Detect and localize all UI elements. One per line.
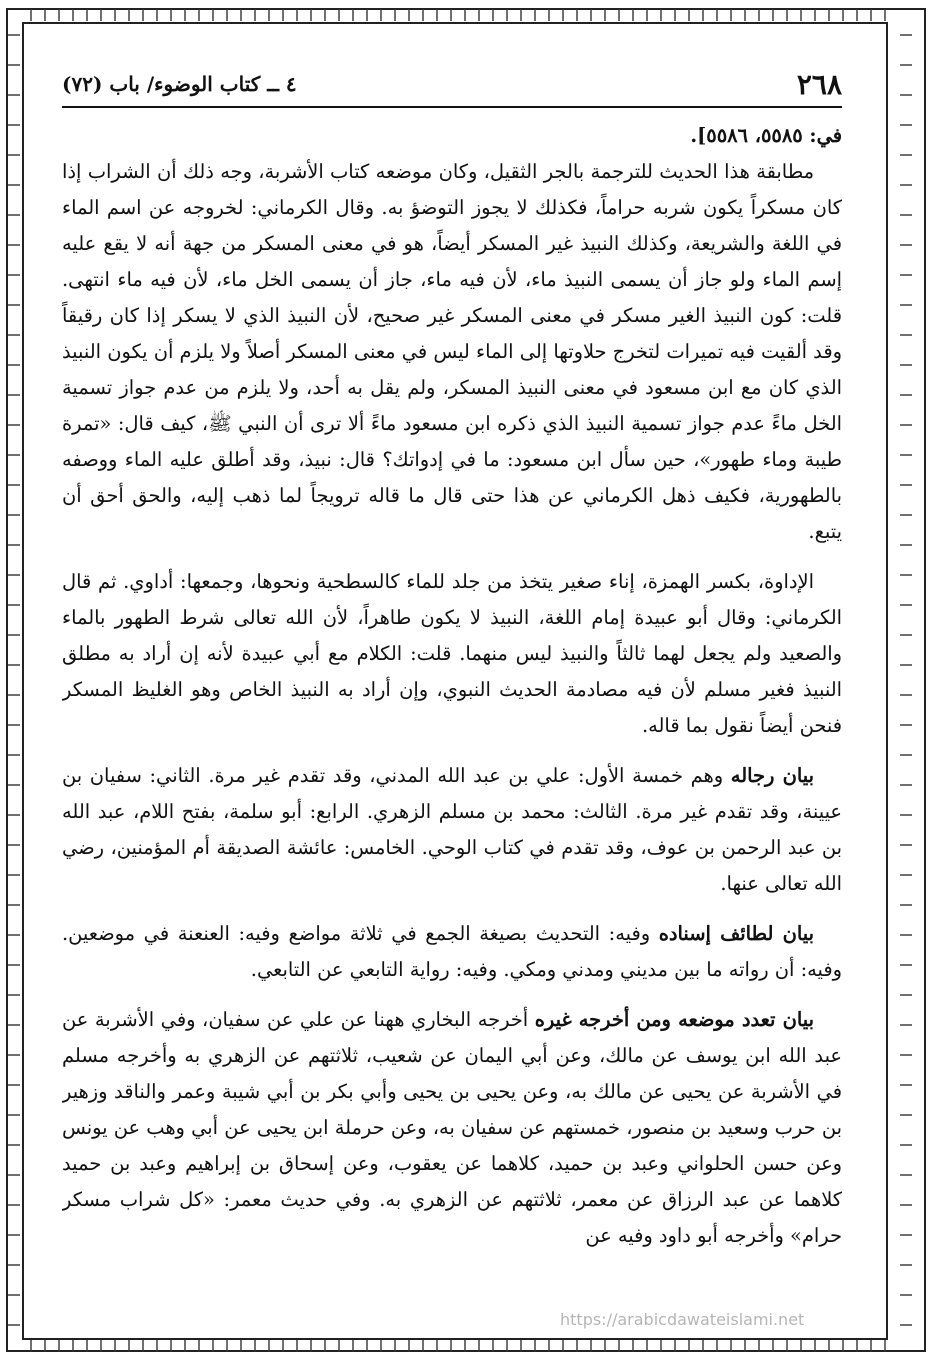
running-title: ٤ ــ كتاب الوضوء/ باب (٧٢) [62,72,297,96]
paragraph-text: الإداوة، بكسر الهمزة، إناء صغير يتخذ من جلد للماء كالسطحية ونحوها، وجمعها: أداوي. ثم قال الكرماني: وقال أبو عبيدة إمام اللغة، النبيذ لا يكون طاهراً، لأن الله تعالى شرط الطهور بالماء والصعيد ولم يجعل لهما ثالثاً والنبيذ ليس منهما. قلت: الكلام مع أبي عبيدة لأنه إن أراد به مطلق النبيذ فغير مسلم لأن فيه مصادمة الحديث النبوي، وإن أراد به النبيذ الخاص وهو الغليظ المسكر فنحن أيضاً نقول بما قاله. [62,570,842,737]
paragraph-text: وهم خمسة الأول: علي بن عبد الله المدني، وقد تقدم غير مرة. الثاني: سفيان بن عيينة، وقد تقدم غير مرة. الثالث: محمد بن مسلم الزهري. الرابع: أبو سلمة، بفتح اللام، عبد الله بن عبد الرحمن بن عوف، وقد تقدم في كتاب الوحي. الخامس: عائشة الصديقة أم المؤمنين، رضي الله تعالى عنها. [62,764,842,895]
paragraph-commentary [62,154,842,550]
paragraph-text: مطابقة هذا الحديث للترجمة بالجر الثقيل، وكان موضعه كتاب الأشربة، وجه ذلك أن الشراب إذا كان مسكراً يكون شربه حراماً، فكذلك لا يجوز التوضؤ به. وقال الكرماني: لخروجه عن اسم الماء في اللغة والشريعة، وكذلك النبيذ غير المسكر أيضاً، هو في معنى المسكر من جهة أنه لا يقع عليه إسم الماء ولو جاز أن يسمى النبيذ ماء، لأن فيه ماء، جاز أن يسمى الخل ماء، لأن فيه ماء انتهى. قلت: كون النبيذ الغير مسكر في معنى المسكر غير صحيح، لأن النبيذ الذي لا يسكر إذا كان رقيقاً وقد ألقيت فيه تميرات لتخرج حلاوتها إلى الماء ليس في معنى المسكر أصلاً ولا يلزم أن يكون النبيذ الذي كان مع ابن مسعود في معنى النبيذ المسكر، ولم يقل به أحد، ولا يلزم من عدم جواز تسمية الخل ماءً عدم جواز تسمية النبيذ الذي ذكره ابن مسعود ماءً ألا ترى أن النبي ﷺ، كيف قال: «تمرة طيبة وماء طهور»، حين سأل ابن مسعود: ما في إدواتك؟ قال: نبيذ، وقد أطلق عليه الماء ووصفه بالطهورية، فكيف ذهل الكرماني عن هذا حتى قال ما قاله ترويجاً لما ذهب إليه، والحق أحق أن يتبع. [62,160,842,543]
page-number: ٢٦٨ [796,67,842,101]
paragraph-text: وفيه: التحديث بصيغة الجمع في ثلاثة مواضع وفيه: العنعنة في موضعين. وفيه: أن رواته ما بين مديني ومدني ومكي. وفيه: رواية التابعي عن التابعي. [62,922,842,981]
ornament-border-top [24,9,886,21]
ornament-border-right [900,24,912,1336]
paragraph-citation [62,118,842,154]
paragraph-narrators [62,758,842,902]
paragraph-idawa [62,564,842,744]
watermark-url: https://arabicdawateislami.net [560,1310,805,1329]
page-body [62,118,842,1336]
header-rule [62,106,842,108]
ornament-border-bottom [24,1340,886,1352]
section-heading: بيان تعدد موضعه ومن أخرجه غيره [534,1008,814,1031]
section-heading: بيان لطائف إسناده [658,922,814,945]
paragraph-text: أخرجه البخاري ههنا عن علي عن سفيان، وفي الأشربة عن عبد الله ابن يوسف عن مالك، وعن أبي اليمان عن شعيب، ثلاثتهم عن الزهري به وأخرجه مسلم في الأشربة عن يحيى عن مالك به، وعن يحيى بن يحيى وأبي بكر بن أبي شيبة وعمر والناقد وزهير بن حرب وسعيد بن منصور، خمستهم عن سفيان به، وعن حرملة ابن يحيى عن أبي وهب عن يونس وعن حسن الحلواني وعبد بن حميد، كلاهما عن يعقوب، وعن إسحاق بن إبراهيم وعبد بن حميد كلاهما عن عبد الرزاق عن معمر، ثلاثتهم عن الزهري به. وفي حديث معمر: «كل شراب مسكر حرام» وأخرجه أبو داود وفيه عن [62,1008,842,1247]
paragraph-isnad [62,916,842,988]
paragraph-text: في: ٥٥٨٥، ٥٥٨٦]. [690,124,842,147]
page-header [62,64,842,104]
paragraph-sources [62,1002,842,1254]
section-heading: بيان رجاله [730,764,814,787]
ornament-border-left [8,24,20,1336]
